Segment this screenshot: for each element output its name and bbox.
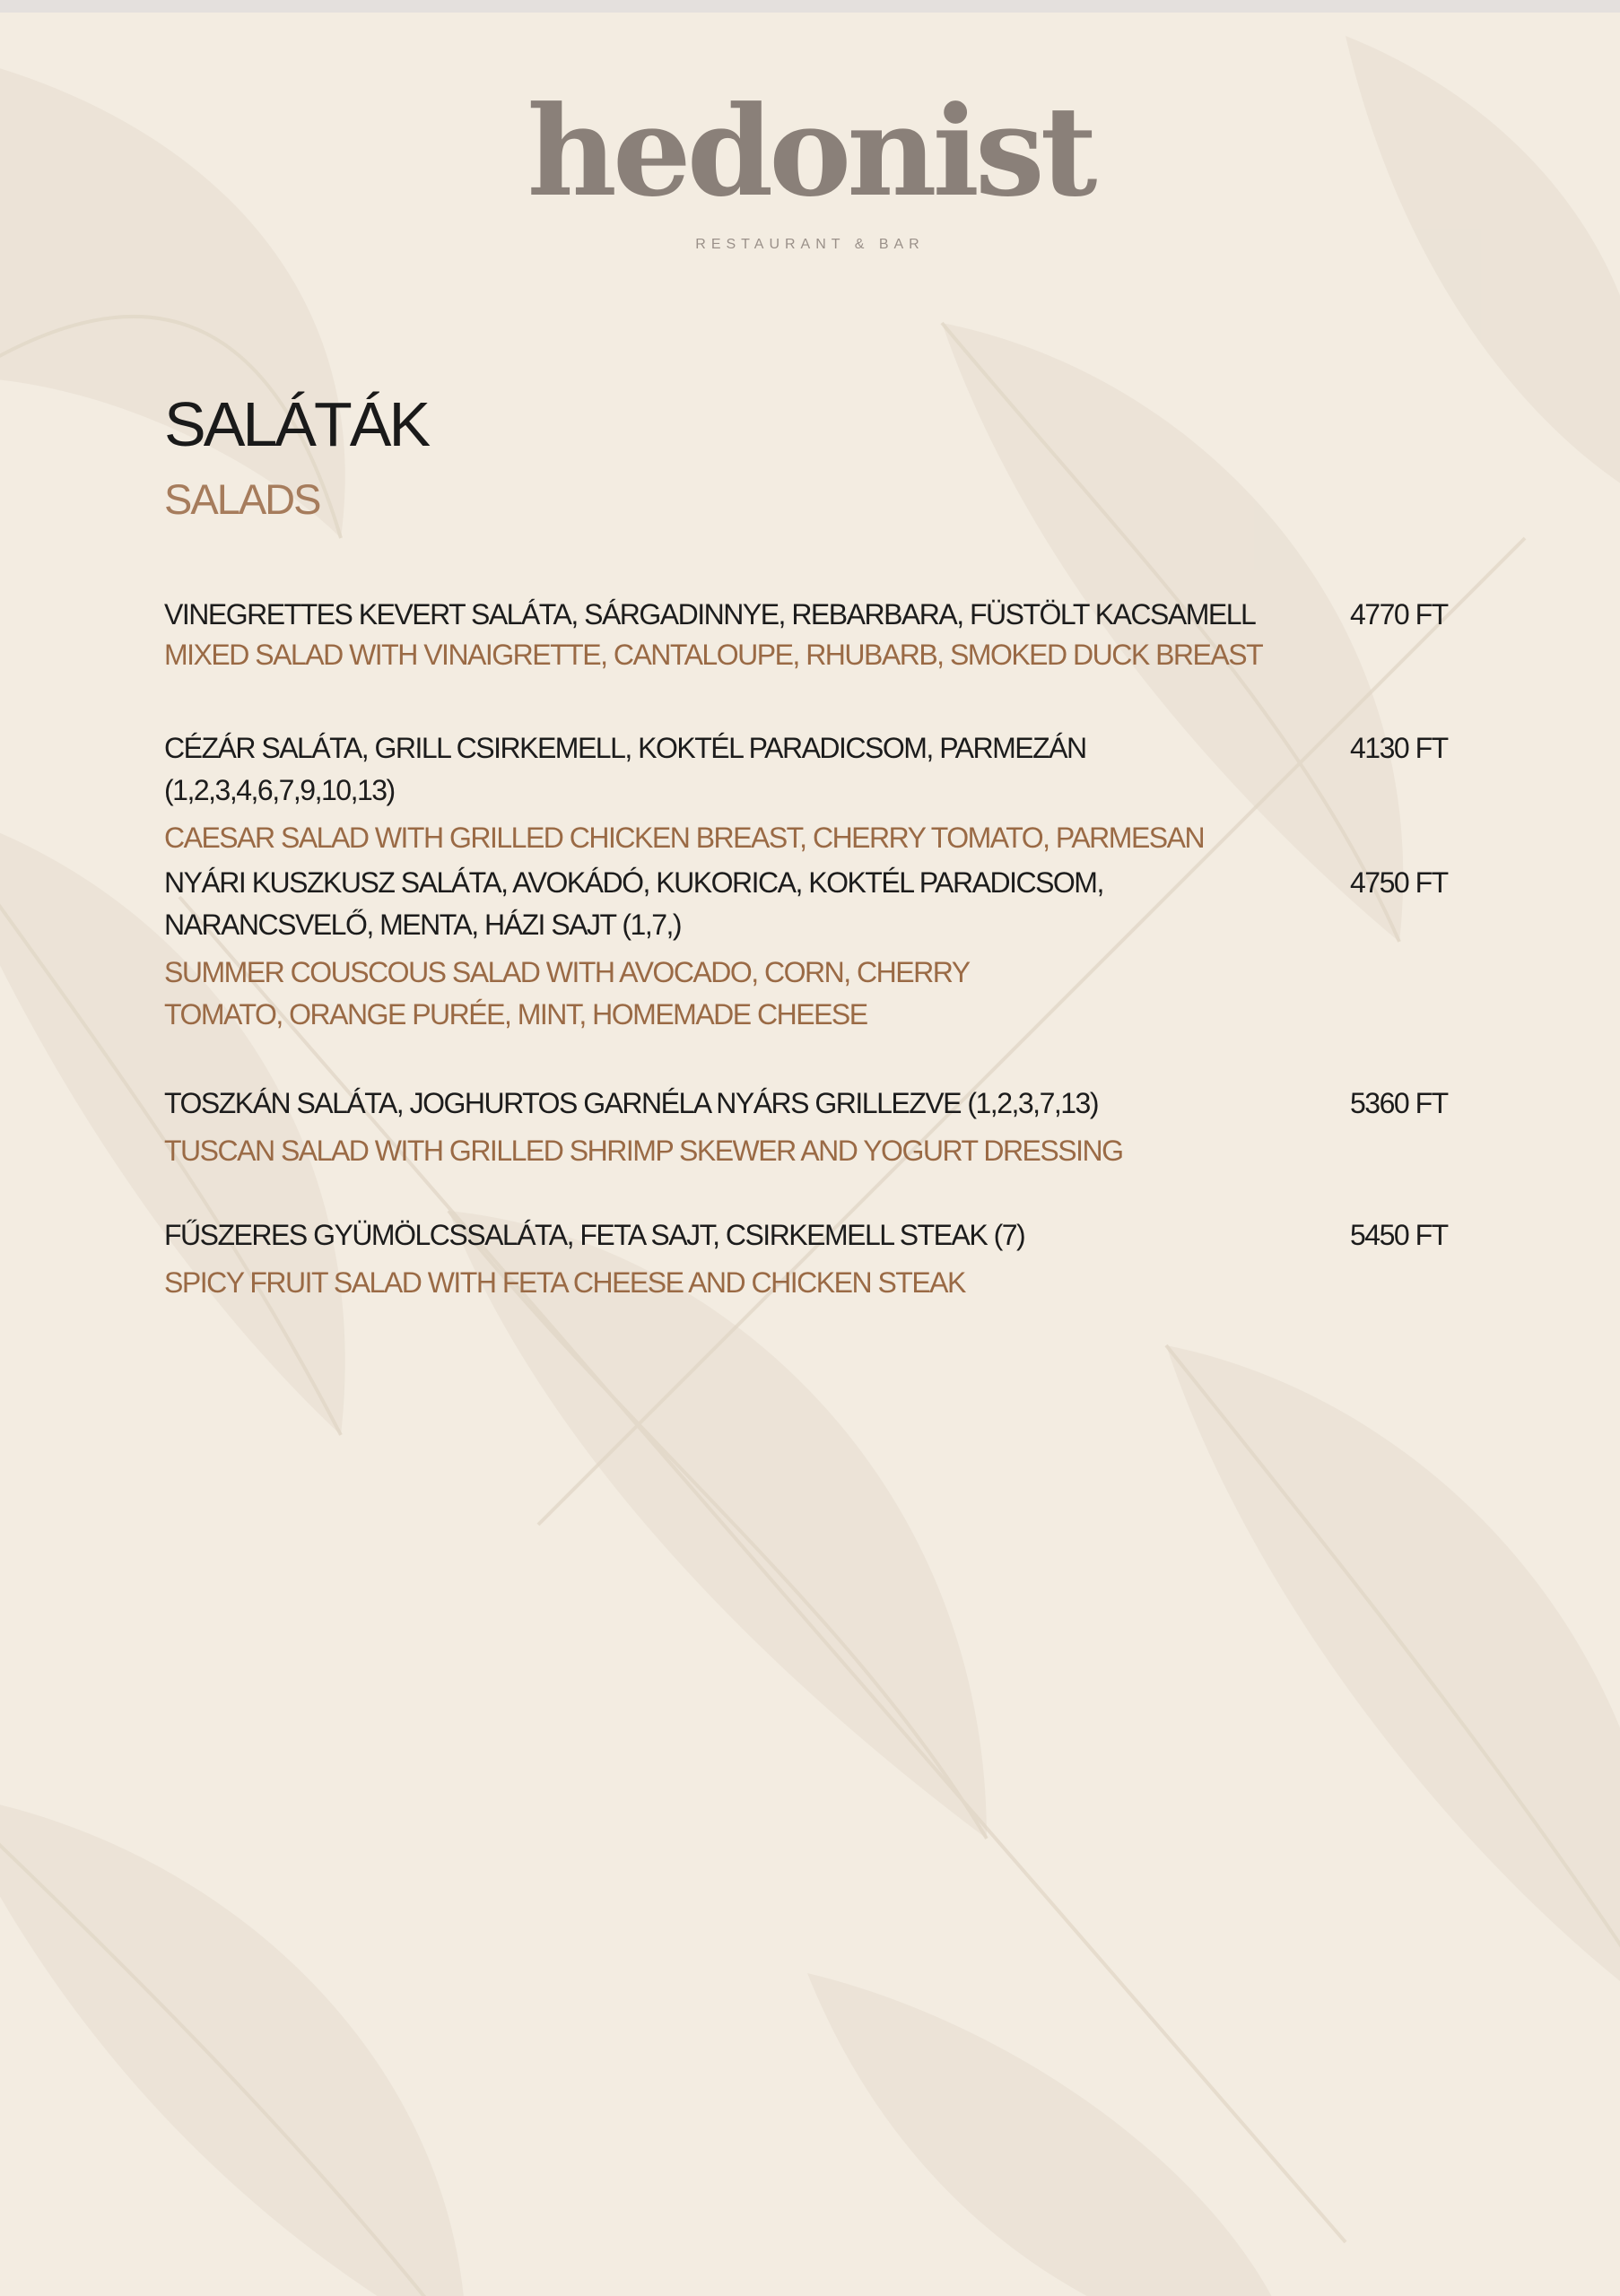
brand-tagline: RESTAURANT & BAR	[695, 237, 925, 252]
item-price: 4750 FT	[1350, 866, 1448, 899]
item-name-hu: FŰSZERES GYÜMÖLCSSALÁTA, FETA SAJT, CSIRKEMELL STEAK (7)	[164, 1219, 1025, 1251]
item-name-en: CAESAR SALAD WITH GRILLED CHICKEN BREAST, CHERRY TOMATO, PARMESAN	[164, 822, 1205, 854]
item-name-hu: VINEGRETTES KEVERT SALÁTA, SÁRGADINNYE, REBARBARA, FÜSTÖLT KACSAMELL	[164, 598, 1256, 631]
menu-item-3	[164, 862, 1456, 1036]
item-name-hu: NYÁRI KUSZKUSZ SALÁTA, AVOKÁDÓ, KUKORICA, KOKTÉL PARADICSOM, NARANCSVELŐ, MENTA, HÁZI SAJT (1,7,)	[164, 866, 1103, 941]
menu-item-5	[164, 1214, 1456, 1304]
item-name-en: TUSCAN SALAD WITH GRILLED SHRIMP SKEWER AND YOGURT DRESSING	[164, 1135, 1123, 1167]
menu-item-4	[164, 1083, 1456, 1172]
item-name-hu: CÉZÁR SALÁTA, GRILL CSIRKEMELL, KOKTÉL PARADICSOM, PARMEZÁN (1,2,3,4,6,7,9,10,13)	[164, 732, 1086, 806]
item-price: 4130 FT	[1350, 732, 1448, 764]
item-name-hu: TOSZKÁN SALÁTA, JOGHURTOS GARNÉLA NYÁRS GRILLEZVE (1,2,3,7,13)	[164, 1087, 1098, 1119]
item-price: 5360 FT	[1350, 1087, 1448, 1119]
section-subtitle: SALADS	[164, 475, 320, 523]
brand-name: hedonist	[527, 78, 1093, 224]
menu-item-1	[164, 594, 1456, 676]
item-name-en: SUMMER COUSCOUS SALAD WITH AVOCADO, CORN, CHERRY TOMATO, ORANGE PURÉE, MINT, HOMEMADE CHEESE	[164, 956, 970, 1031]
logo	[0, 78, 1620, 253]
item-price: 4770 FT	[1350, 598, 1448, 631]
item-name-en: MIXED SALAD WITH VINAIGRETTE, CANTALOUPE, RHUBARB, SMOKED DUCK BREAST	[164, 639, 1263, 671]
menu-item-2	[164, 727, 1456, 859]
item-name-en: SPICY FRUIT SALAD WITH FETA CHEESE AND CHICKEN STEAK	[164, 1266, 965, 1299]
section-title: SALÁTÁK	[164, 389, 429, 459]
item-price: 5450 FT	[1350, 1219, 1448, 1251]
